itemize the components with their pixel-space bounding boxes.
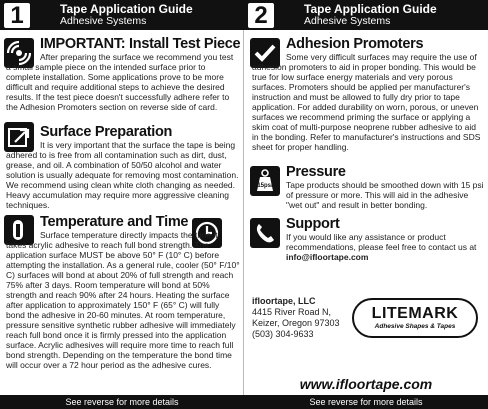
temperature-title: Temperature and Time <box>40 214 189 230</box>
company-name: ifloortape, LLC <box>252 296 316 306</box>
support-text-body: If you would like any assistance or product recommendations, please feel free to contact us at <box>286 232 477 252</box>
website-link[interactable]: www.ifloortape.com <box>299 376 433 392</box>
phone-icon <box>250 218 280 248</box>
company-address-2: Keizer, Oregon 97303 <box>252 318 340 328</box>
right-header <box>244 0 488 30</box>
litemark-logo <box>352 298 478 338</box>
left-footer: See reverse for more details <box>0 395 244 409</box>
important-text: After preparing the surface we recommend you test a small sample piece on the intended surface prior to complete installation. Some applications prove to be more difficult and require additional steps to achieve the desired results. If the test piece doesn't successfully adhere refer to the Adhesion Promoters section on reverse side of card. <box>6 52 234 112</box>
company-info <box>252 296 340 340</box>
promoters-text: Some very difficult surfaces may require the use of adhesion promoters to aid in proper bonding. This would be true for low surface energy materials and very porous surfaces. Promoters should be applied per manufacturer's instruction and must be allowed to fully dry prior to tape application. For added durability on worn, porous, or uneven surfaces we recommend priming the surface or applying a skim coat of multi-purpose neoprene rubber adhesive to aid in the bonding. Refer to manufacturer's instructions and SDS sheet for proper handling. <box>252 52 481 152</box>
panel-number: 2 <box>248 3 274 28</box>
header-subtitle: Adhesive Systems <box>304 15 391 27</box>
header-title: Tape Application Guide <box>304 2 437 16</box>
temperature-text: Surface temperature directly impacts the time it takes acrylic adhesive to reach full bond strength. The application surface MUST be above 50° F (10° C) before attempting the installation. As a general rule, cooler (50° F/10° C) surfaces will bond at about 20% of full strength and reach 75% after 3 days. Room temperature will bond at 50% strength and reach 90% after 24 hours. Heating the surface after application to approximately 150° F (65° C) will fully bond the adhesive in 20-60 minutes. At room temperature, pressure sensitive synthetic rubber adhesive will immediately reach full bond once it is firmly pressed into the application surface. Acrylic adhesives will require more time to reach full bond strength. Depending on the temperature the bond time will occur over a 72 hour period as the adhesive cures. <box>6 230 240 370</box>
weight-icon <box>250 166 280 196</box>
pressure-text: Tape products should be smoothed down with 15 psi of pressure or more. This will aid in the adhesive "wet out" and result in better bonding. <box>286 180 484 210</box>
company-phone: (503) 304-9633 <box>252 329 314 339</box>
important-title: IMPORTANT: Install Test Piece <box>40 36 241 52</box>
promoters-title: Adhesion Promoters <box>286 36 424 52</box>
left-header <box>0 0 244 30</box>
panel-number: 1 <box>4 3 30 28</box>
pressure-title: Pressure <box>286 164 346 180</box>
logo-subtext: Adhesive Shapes & Tapes <box>374 323 456 330</box>
header-subtitle: Adhesive Systems <box>60 15 147 27</box>
support-email-link[interactable]: info@ifloortape.com <box>286 252 369 262</box>
surface-title: Surface Preparation <box>40 124 173 140</box>
right-footer: See reverse for more details <box>244 395 488 409</box>
header-title: Tape Application Guide <box>60 2 193 16</box>
support-text <box>286 232 484 262</box>
weight-icon-label: 15psi <box>257 183 273 189</box>
support-title: Support <box>286 216 340 232</box>
right-panel <box>244 0 488 409</box>
surface-text: It is very important that the surface the tape is being adhered to is free from all contamination such as dirt, dust, grease, and oil. A combination of 50/50 alcohol and water solution is usually adequate for removing most contamination. We recommend using clean white cloth changing as needed. Heavy accumulation may require more aggressive cleaning techniques. <box>6 140 239 210</box>
company-address-1: 4415 River Road N, <box>252 307 332 317</box>
logo-main-text: LITEMARK <box>371 305 459 322</box>
